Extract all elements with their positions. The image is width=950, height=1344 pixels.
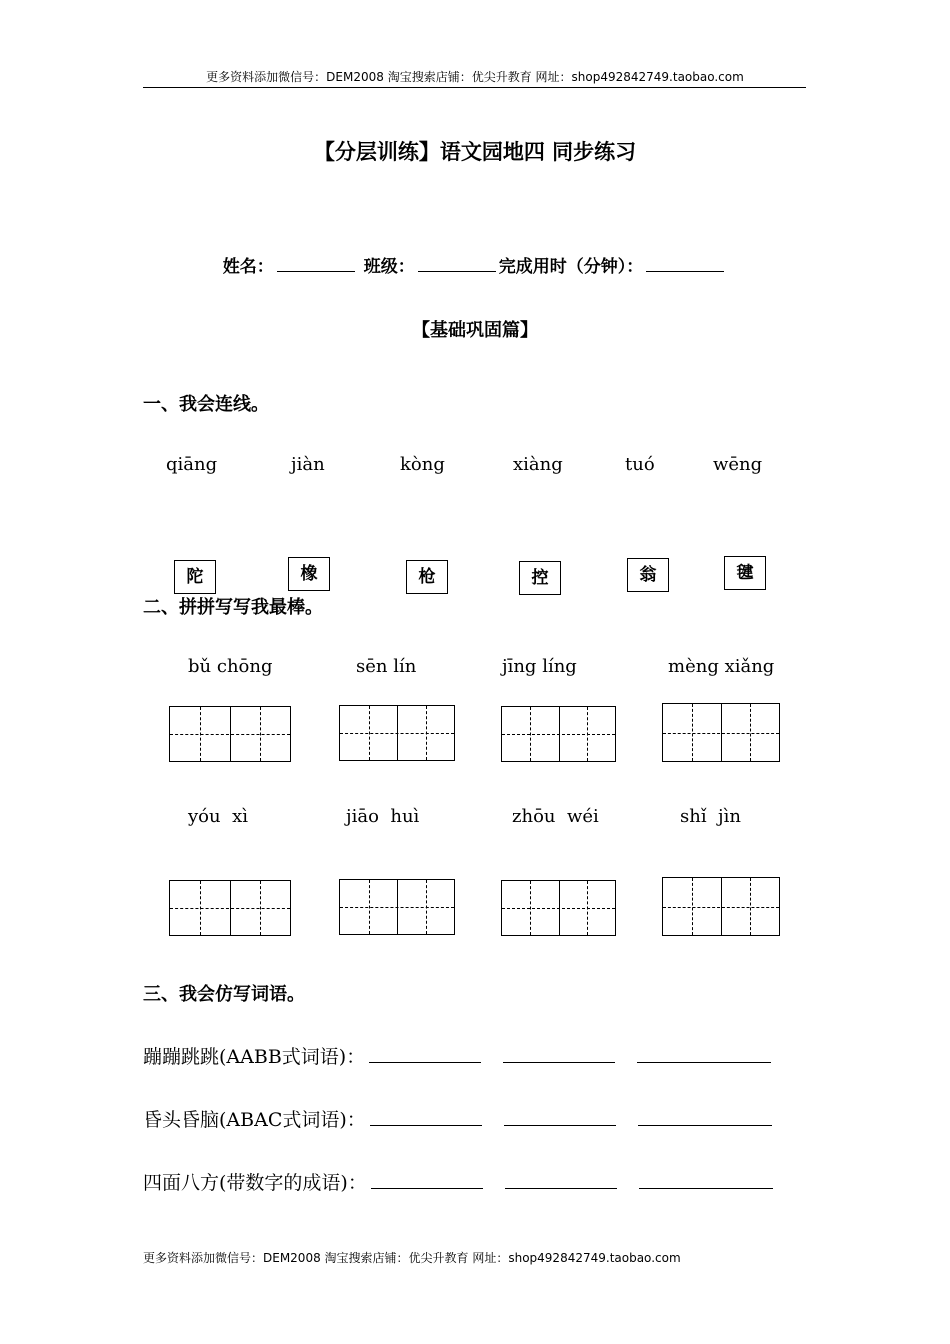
pinyin-qiang: qiāng (166, 454, 218, 475)
section3-heading: 三、我会仿写词语。 (143, 984, 305, 1005)
pinyin-jian: jiàn (291, 454, 325, 475)
pinyin-tuo: tuó (625, 454, 655, 475)
char-box-jian[interactable]: 毽 (724, 556, 766, 590)
section1-heading: 一、我会连线。 (143, 394, 269, 415)
section-subtitle: 【基础巩固篇】 (412, 320, 538, 341)
pinyin-xiang: xiàng (513, 454, 563, 475)
writing-grid[interactable] (339, 705, 455, 761)
answer-blank[interactable] (639, 1174, 773, 1189)
pinyin-syllable: bǔ (188, 656, 212, 677)
pinyin-kong: kòng (400, 454, 445, 475)
answer-blank[interactable] (504, 1111, 616, 1126)
pinyin-syllable: zhōu (512, 806, 556, 827)
pinyin-syllable: huì (390, 806, 420, 827)
pinyin-syllable: mèng (668, 656, 719, 677)
pinyin-syllable: xì (232, 806, 248, 827)
pinyin-pair (188, 656, 273, 677)
page-header: 更多资料添加微信号：DEM2008 淘宝搜索店铺：优尖升教育 网址：shop492842749.taobao.com (206, 70, 744, 84)
char-box-kong[interactable]: 控 (519, 561, 561, 595)
imitate-row-number-idiom (143, 1168, 773, 1195)
writing-grid[interactable] (339, 879, 455, 935)
pinyin-syllable: jìn (718, 806, 741, 827)
section2-heading: 二、拼拼写写我最棒。 (143, 597, 323, 618)
pinyin-syllable: wéi (566, 806, 599, 827)
answer-blank[interactable] (638, 1111, 772, 1126)
page-footer: 更多资料添加微信号：DEM2008 淘宝搜索店铺：优尖升教育 网址：shop492842749.taobao.com (143, 1251, 681, 1265)
char-box-qiang[interactable]: 枪 (406, 560, 448, 594)
char-box-tuo[interactable]: 陀 (174, 560, 216, 594)
char-box-xiang[interactable]: 橡 (288, 557, 330, 591)
answer-blank[interactable] (505, 1174, 617, 1189)
time-blank[interactable] (646, 255, 724, 272)
class-label: 班级： (363, 257, 415, 277)
writing-grid[interactable] (501, 880, 616, 936)
char-box-weng[interactable]: 翁 (627, 558, 669, 592)
writing-grid[interactable] (662, 703, 780, 762)
pinyin-pair (512, 806, 599, 827)
pinyin-syllable: shǐ (680, 806, 707, 827)
answer-blank[interactable] (369, 1048, 481, 1063)
writing-grid[interactable] (501, 706, 616, 762)
writing-grid[interactable] (662, 877, 780, 936)
imitate-prompt: 蹦蹦跳跳(AABB式词语)： (143, 1046, 366, 1068)
writing-grid[interactable] (169, 706, 291, 762)
pinyin-syllable: jīng (502, 656, 537, 677)
time-label: 完成用时（分钟）： (498, 257, 644, 277)
pinyin-weng: wēng (713, 454, 763, 475)
pinyin-pair (502, 656, 577, 677)
name-blank[interactable] (277, 255, 355, 272)
pinyin-pair (346, 806, 419, 827)
imitate-row-abac (143, 1105, 772, 1132)
pinyin-syllable: lín (393, 656, 417, 677)
answer-blank[interactable] (370, 1111, 482, 1126)
writing-grid[interactable] (169, 880, 291, 936)
pinyin-syllable: sēn (356, 656, 388, 677)
pinyin-syllable: xiǎng (724, 656, 775, 677)
imitate-row-aabb (143, 1042, 771, 1069)
pinyin-syllable: jiāo (346, 806, 379, 827)
pinyin-syllable: chōng (216, 656, 273, 677)
pinyin-pair (356, 656, 416, 677)
student-info-line (0, 252, 950, 277)
pinyin-syllable: yóu (188, 806, 221, 827)
answer-blank[interactable] (371, 1174, 483, 1189)
class-blank[interactable] (418, 255, 496, 272)
pinyin-syllable: líng (542, 656, 577, 677)
answer-blank[interactable] (637, 1048, 771, 1063)
pinyin-pair (188, 806, 248, 827)
header-rule (143, 87, 806, 88)
pinyin-pair (680, 806, 741, 827)
pinyin-pair (668, 656, 774, 677)
imitate-prompt: 昏头昏脑(ABAC式词语)： (143, 1109, 366, 1131)
page-title: 【分层训练】语文园地四 同步练习 (313, 140, 637, 164)
imitate-prompt: 四面八方(带数字的成语)： (143, 1172, 367, 1194)
name-label: 姓名： (222, 257, 274, 277)
answer-blank[interactable] (503, 1048, 615, 1063)
